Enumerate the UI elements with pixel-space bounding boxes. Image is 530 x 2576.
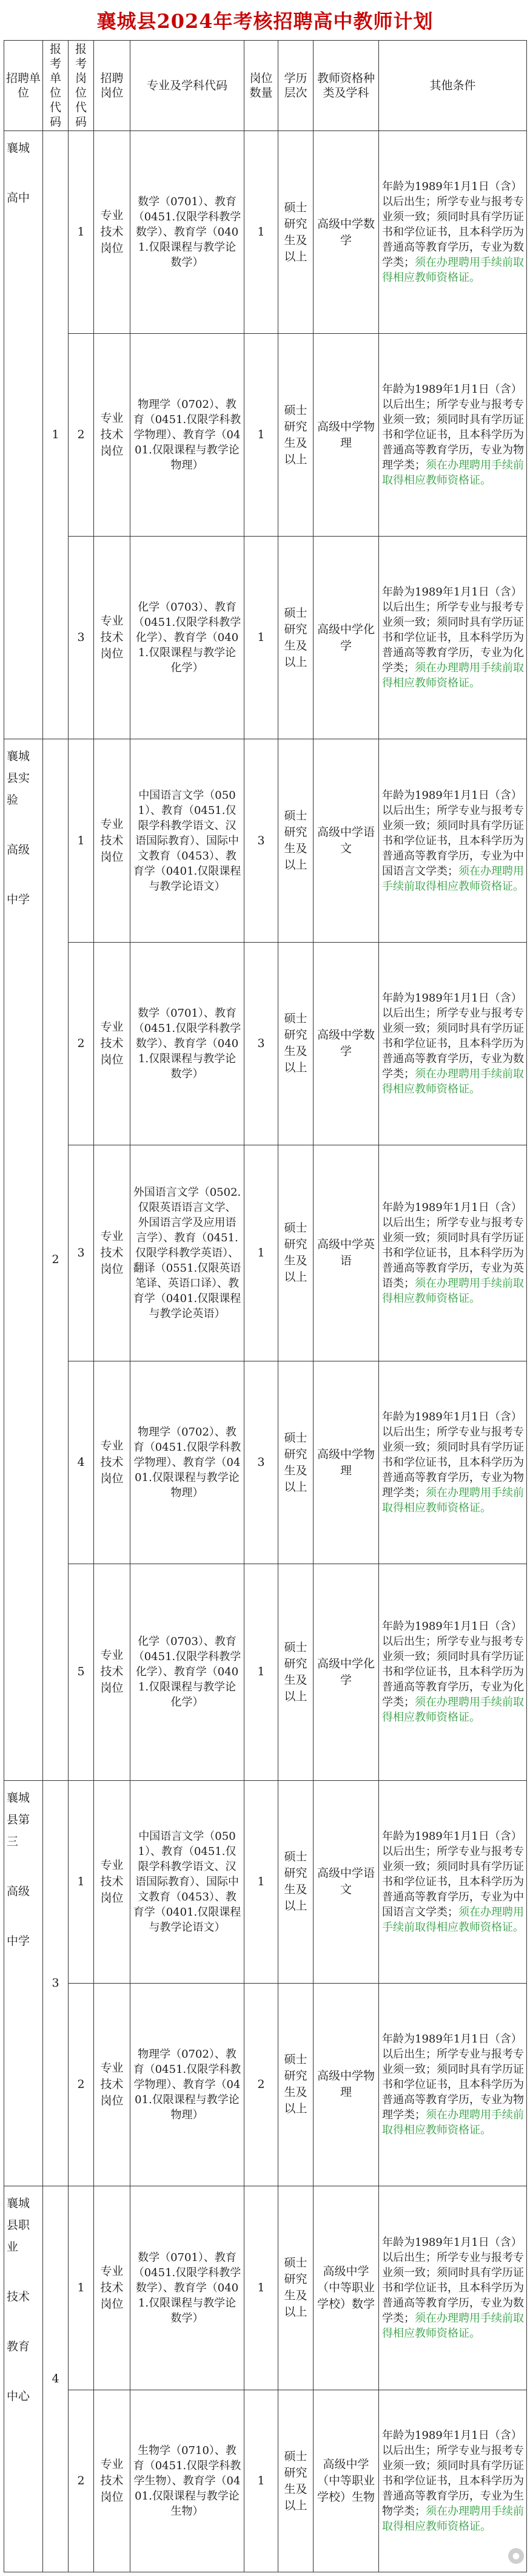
conditions-text: 年龄为1989年1月1日（含）以后出生；所学专业与报考专业须一致；须同时具有学历证书和学位证书，且本科学历为普通高等教育学历，专业为数学类； xyxy=(382,2235,524,2325)
conditions-note: 须在办理聘用手续前取得相应教师资格证。 xyxy=(382,1276,524,1305)
conditions-cell xyxy=(379,1564,527,1780)
conditions-cell xyxy=(379,1780,527,1983)
post-code-cell: 2 xyxy=(69,334,94,537)
table-row xyxy=(4,537,527,739)
table-row xyxy=(4,2186,527,2390)
unit-name-line: 襄城县实验 xyxy=(7,750,30,807)
post-code-cell: 1 xyxy=(69,739,94,942)
post-type-cell: 专业技术岗位 xyxy=(94,1780,130,1983)
count-cell: 1 xyxy=(244,131,278,334)
post-type-cell: 专业技术岗位 xyxy=(94,2186,130,2390)
post-type-cell: 专业技术岗位 xyxy=(94,1361,130,1564)
conditions-cell xyxy=(379,2390,527,2572)
table-row xyxy=(4,1983,527,2186)
count-cell: 1 xyxy=(244,334,278,537)
unit-name-line: 襄城县第三 xyxy=(7,1791,30,1848)
conditions-note: 须在办理聘用手续前取得相应教师资格证。 xyxy=(382,1905,524,1934)
header-count: 岗位数量 xyxy=(244,41,278,131)
conditions-note: 须在办理聘用手续前取得相应教师资格证。 xyxy=(382,864,524,893)
cert-cell: 高级中学物理 xyxy=(314,1361,379,1564)
conditions-cell xyxy=(379,1983,527,2186)
conditions-note: 须在办理聘用手续前取得相应教师资格证。 xyxy=(382,256,524,285)
wechat-icon: ● xyxy=(508,2548,524,2564)
degree-cell: 硕士研究生及以上 xyxy=(278,942,314,1145)
count-cell: 1 xyxy=(244,1145,278,1361)
conditions-note: 须在办理聘用手续前取得相应教师资格证。 xyxy=(382,2505,524,2533)
degree-cell: 硕士研究生及以上 xyxy=(278,1145,314,1361)
conditions-text: 年龄为1989年1月1日（含）以后出生；所学专业与报考专业须一致；须同时具有学历证书和学位证书，且本科学历为普通高等教育学历，专业为数学类； xyxy=(382,180,524,269)
post-code-cell: 2 xyxy=(69,2390,94,2572)
post-type-cell: 专业技术岗位 xyxy=(94,334,130,537)
post-code-cell: 3 xyxy=(69,537,94,739)
unit-name-line: 中心 xyxy=(7,2389,30,2403)
table-row xyxy=(4,942,527,1145)
table-row xyxy=(4,334,527,537)
post-type-cell: 专业技术岗位 xyxy=(94,942,130,1145)
major-cell: 外国语言文学（0502.仅限英语语言文学、外国语言学及应用语言学）、教育（0451.仅限学科教学英语）、翻译（0551.仅限英语笔译、英语口译）、教育学（0401.仅限课程与教学论英语） xyxy=(130,1145,244,1361)
major-cell: 数学（0701）、教育（0451.仅限学科教学数学）、教育学（0401.仅限课程与教学论数学） xyxy=(130,131,244,334)
degree-cell: 硕士研究生及以上 xyxy=(278,739,314,942)
conditions-cell xyxy=(379,537,527,739)
post-type-cell: 专业技术岗位 xyxy=(94,1983,130,2186)
unit-name-cell xyxy=(4,1780,43,2186)
unit-name-line: 高级 xyxy=(7,843,30,857)
conditions-cell xyxy=(379,1361,527,1564)
cert-cell: 高级中学物理 xyxy=(314,1983,379,2186)
table-row xyxy=(4,2390,527,2572)
cert-cell: 高级中学（中等职业学校）数学 xyxy=(314,2186,379,2390)
header-unit-code: 报考单位代码 xyxy=(43,41,69,131)
count-cell: 2 xyxy=(244,1983,278,2186)
unit-name-cell xyxy=(4,131,43,739)
unit-name-line: 中学 xyxy=(7,893,30,907)
count-cell: 1 xyxy=(244,1780,278,1983)
degree-cell: 硕士研究生及以上 xyxy=(278,131,314,334)
major-cell: 物理学（0702）、教育（0451.仅限学科教学物理）、教育学（0401.仅限课程与教学论物理） xyxy=(130,334,244,537)
conditions-text: 年龄为1989年1月1日（含）以后出生；所学专业与报考专业须一致；须同时具有学历证书和学位证书，且本科学历为普通高等教育学历，专业为物理学类； xyxy=(382,383,524,472)
degree-cell: 硕士研究生及以上 xyxy=(278,1564,314,1780)
header-post-code: 报考岗位代码 xyxy=(69,41,94,131)
unit-code-cell: 2 xyxy=(43,739,69,1780)
header-unit: 招聘单位 xyxy=(4,41,43,131)
major-cell: 数学（0701）、教育（0451.仅限学科教学数学）、教育学（0401.仅限课程与教学论数学） xyxy=(130,2186,244,2390)
page-title: 襄城县2024年考核招聘高中教师计划 xyxy=(96,10,434,33)
cert-cell: 高级中学语文 xyxy=(314,1780,379,1983)
cert-cell: 高级中学数学 xyxy=(314,942,379,1145)
degree-cell: 硕士研究生及以上 xyxy=(278,1780,314,1983)
cert-cell: 高级中学化学 xyxy=(314,1564,379,1780)
degree-cell: 硕士研究生及以上 xyxy=(278,2186,314,2390)
conditions-text: 年龄为1989年1月1日（含）以后出生；所学专业与报考专业须一致；须同时具有学历证书和学位证书，且本科学历为普通高等教育学历，专业为中国语言文学类； xyxy=(382,1829,524,1919)
conditions-cell xyxy=(379,1145,527,1361)
header-post-type: 招聘岗位 xyxy=(94,41,130,131)
conditions-note: 须在办理聘用手续前取得相应教师资格证。 xyxy=(382,2108,524,2137)
unit-name-line: 高级 xyxy=(7,1884,30,1898)
count-cell: 1 xyxy=(244,2186,278,2390)
conditions-cell xyxy=(379,2186,527,2390)
header-row xyxy=(4,41,527,131)
conditions-text: 年龄为1989年1月1日（含）以后出生；所学专业与报考专业须一致；须同时具有学历证书和学位证书，且本科学历为普通高等教育学历，专业为生物学类； xyxy=(382,2429,524,2518)
post-code-cell: 1 xyxy=(69,2186,94,2390)
count-cell: 3 xyxy=(244,942,278,1145)
unit-name-line: 高中 xyxy=(7,191,30,205)
post-type-cell: 专业技术岗位 xyxy=(94,1564,130,1780)
header-major: 专业及学科代码 xyxy=(130,41,244,131)
post-code-cell: 1 xyxy=(69,131,94,334)
conditions-text: 年龄为1989年1月1日（含）以后出生；所学专业与报考专业须一致；须同时具有学历证书和学位证书，且本科学历为普通高等教育学历，专业为物理学类； xyxy=(382,2032,524,2121)
conditions-note: 须在办理聘用手续前取得相应教师资格证。 xyxy=(382,662,524,690)
major-cell: 物理学（0702）、教育（0451.仅限学科教学物理）、教育学（0401.仅限课程与教学论物理） xyxy=(130,1983,244,2186)
post-type-cell: 专业技术岗位 xyxy=(94,1145,130,1361)
count-cell: 3 xyxy=(244,1361,278,1564)
major-cell: 数学（0701）、教育（0451.仅限学科教学数学）、教育学（0401.仅限课程与教学论数学） xyxy=(130,942,244,1145)
degree-cell: 硕士研究生及以上 xyxy=(278,1983,314,2186)
post-code-cell: 2 xyxy=(69,942,94,1145)
conditions-note: 须在办理聘用手续前取得相应教师资格证。 xyxy=(382,1067,524,1096)
count-cell: 3 xyxy=(244,739,278,942)
unit-code-cell: 4 xyxy=(43,2186,69,2572)
count-cell: 1 xyxy=(244,537,278,739)
conditions-text: 年龄为1989年1月1日（含）以后出生；所学专业与报考专业须一致；须同时具有学历证书和学位证书，且本科学历为普通高等教育学历，专业为中国语言文学类； xyxy=(382,788,524,878)
cert-cell: 高级中学数学 xyxy=(314,131,379,334)
conditions-cell xyxy=(379,334,527,537)
conditions-text: 年龄为1989年1月1日（含）以后出生；所学专业与报考专业须一致；须同时具有学历证书和学位证书，且本科学历为普通高等教育学历，专业为数学类； xyxy=(382,991,524,1080)
major-cell: 生物学（0710）、教育（0451.仅限学科教学生物）、教育学（0401.仅限课程与教学论生物） xyxy=(130,2390,244,2572)
degree-cell: 硕士研究生及以上 xyxy=(278,537,314,739)
recruitment-table xyxy=(4,40,527,2572)
post-type-cell: 专业技术岗位 xyxy=(94,2390,130,2572)
conditions-cell xyxy=(379,942,527,1145)
conditions-note: 须在办理聘用手续前取得相应教师资格证。 xyxy=(382,1486,524,1515)
table-row xyxy=(4,1564,527,1780)
unit-code-cell: 3 xyxy=(43,1780,69,2186)
conditions-text: 年龄为1989年1月1日（含）以后出生；所学专业与报考专业须一致；须同时具有学历证书和学位证书，且本科学历为普通高等教育学历，专业为英语类； xyxy=(382,1201,524,1290)
unit-name-cell xyxy=(4,739,43,1780)
conditions-text: 年龄为1989年1月1日（含）以后出生；所学专业与报考专业须一致；须同时具有学历证书和学位证书，且本科学历为普通高等教育学历，专业为物理学类； xyxy=(382,1411,524,1500)
major-cell: 中国语言文学（0501）、教育（0451.仅限学科教学语文、汉语国际教育）、国际中文教育（0453）、教育学（0401.仅限课程与教学论语文） xyxy=(130,739,244,942)
cert-cell: 高级中学（中等职业学校）生物 xyxy=(314,2390,379,2572)
post-type-cell: 专业技术岗位 xyxy=(94,739,130,942)
post-code-cell: 1 xyxy=(69,1780,94,1983)
cert-cell: 高级中学英语 xyxy=(314,1145,379,1361)
degree-cell: 硕士研究生及以上 xyxy=(278,2390,314,2572)
table-row xyxy=(4,131,527,334)
conditions-note: 须在办理聘用手续前取得相应教师资格证。 xyxy=(382,459,524,487)
header-other: 其他条件 xyxy=(379,41,527,131)
major-cell: 化学（0703）、教育（0451.仅限学科教学化学）、教育学（0401.仅限课程与教学论化学） xyxy=(130,537,244,739)
post-type-cell: 专业技术岗位 xyxy=(94,131,130,334)
conditions-note: 须在办理聘用手续前取得相应教师资格证。 xyxy=(382,1696,524,1724)
cert-cell: 高级中学化学 xyxy=(314,537,379,739)
unit-name-line: 技术 xyxy=(7,2290,30,2303)
conditions-cell xyxy=(379,739,527,942)
table-row xyxy=(4,1361,527,1564)
unit-name-line: 中学 xyxy=(7,1934,30,1948)
table-row xyxy=(4,1145,527,1361)
cert-cell: 高级中学物理 xyxy=(314,334,379,537)
count-cell: 1 xyxy=(244,1564,278,1780)
major-cell: 物理学（0702）、教育（0451.仅限学科教学物理）、教育学（0401.仅限课程与教学论物理） xyxy=(130,1361,244,1564)
conditions-note: 须在办理聘用手续前取得相应教师资格证。 xyxy=(382,2311,524,2340)
header-degree: 学历层次 xyxy=(278,41,314,131)
post-code-cell: 4 xyxy=(69,1361,94,1564)
post-code-cell: 5 xyxy=(69,1564,94,1780)
watermark xyxy=(508,2548,524,2564)
conditions-text: 年龄为1989年1月1日（含）以后出生；所学专业与报考专业须一致；须同时具有学历证书和学位证书，且本科学历为普通高等教育学历，专业为化学类； xyxy=(382,1620,524,1709)
header-cert: 教师资格种类及学科 xyxy=(314,41,379,131)
major-cell: 中国语言文学（0501）、教育（0451.仅限学科教学语文、汉语国际教育）、国际中文教育（0453）、教育学（0401.仅限课程与教学论语文） xyxy=(130,1780,244,1983)
unit-name-line: 襄城 xyxy=(7,141,30,155)
unit-name-cell xyxy=(4,2186,43,2572)
post-type-cell: 专业技术岗位 xyxy=(94,537,130,739)
degree-cell: 硕士研究生及以上 xyxy=(278,1361,314,1564)
table-row xyxy=(4,739,527,942)
unit-code-cell: 1 xyxy=(43,131,69,739)
conditions-cell xyxy=(379,131,527,334)
unit-name-line: 襄城县职业 xyxy=(7,2196,30,2254)
conditions-text: 年龄为1989年1月1日（含）以后出生；所学专业与报考专业须一致；须同时具有学历证书和学位证书，且本科学历为普通高等教育学历，专业为化学类； xyxy=(382,586,524,675)
count-cell: 1 xyxy=(244,2390,278,2572)
major-cell: 化学（0703）、教育（0451.仅限学科教学化学）、教育学（0401.仅限课程与教学论化学） xyxy=(130,1564,244,1780)
degree-cell: 硕士研究生及以上 xyxy=(278,334,314,537)
table-row xyxy=(4,1780,527,1983)
post-code-cell: 3 xyxy=(69,1145,94,1361)
unit-name-line: 教育 xyxy=(7,2339,30,2353)
post-code-cell: 2 xyxy=(69,1983,94,2186)
cert-cell: 高级中学语文 xyxy=(314,739,379,942)
